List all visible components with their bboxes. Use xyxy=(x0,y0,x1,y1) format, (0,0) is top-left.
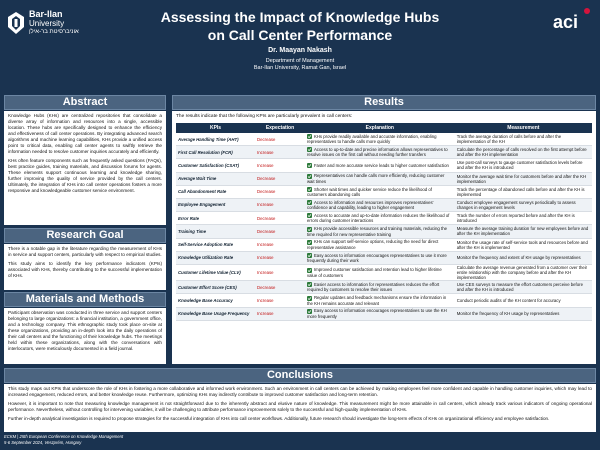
kpi-table-row xyxy=(176,307,592,320)
logo-name2: University xyxy=(29,18,65,28)
kpi-table-row xyxy=(176,159,592,172)
kpi-name-cell: Self-Service Adoption Rate xyxy=(176,238,255,251)
kpi-name-cell: Customer Satisfaction (CSAT) xyxy=(176,159,255,172)
kpi-table-row xyxy=(176,172,592,185)
research-goal-paragraph-1: There is a notable gap in the literature regarding the measurement of KHs in service and support centers, particularly with respect to empirical studies. xyxy=(8,246,162,257)
conclusions-paragraph-1: This study maps out KPIs that underscore the role of KHs in fostering a more collaborative and informed work environment. Such an environment in call centers can be achieved by making employees feel more confident and capable in handling customer inquiries, which may lead to increased engagement, reduced errors, and better knowledge reuse. Furthermore, optimizing KHs may indirectly contribute to improved customer satisfaction and long-term retention. xyxy=(8,386,592,397)
title-line2: on Call Center Performance xyxy=(207,27,393,43)
explanation-cell xyxy=(305,172,455,185)
aci-wordmark: aci xyxy=(553,12,579,32)
explanation-cell xyxy=(305,238,455,251)
explanation-cell xyxy=(305,185,455,198)
kpi-name-cell: Knowledge Base Accuracy xyxy=(176,294,255,307)
department: Department of Management xyxy=(265,58,335,64)
measurement-cell: Monitor the usage rate of self-service tools and resources before and after the KH is implemented xyxy=(455,238,592,251)
explanation-cell xyxy=(305,294,455,307)
explanation-text: KHs provide accessible resources and training materials, reducing the time required for new representative training xyxy=(306,226,447,237)
kpi-table-row xyxy=(176,225,592,238)
university-logo xyxy=(6,8,98,38)
expectation-cell: Increase xyxy=(255,294,305,307)
poster-header xyxy=(0,0,600,92)
expectation-cell: Decrease xyxy=(255,133,305,146)
col-header-measurement: Measurement xyxy=(455,123,592,133)
aci-dot-icon xyxy=(584,8,590,14)
aci-logo xyxy=(552,6,592,32)
expectation-cell: Decrease xyxy=(255,281,305,294)
expectation-cell: Decrease xyxy=(255,212,305,225)
col-header-expectation: Expectation xyxy=(255,123,305,133)
expectation-cell: Decrease xyxy=(255,225,305,238)
measurement-cell: Calculate the percentage of calls resolved on the first attempt before and after the KH implementation xyxy=(455,146,592,159)
footer-line2: 5-6 September 2024, Veszprém, Hungary xyxy=(4,439,82,445)
explanation-text: Shorter wait times and quicker service reduce the likelihood of customers abandoning calls xyxy=(306,186,432,197)
kpi-table-row xyxy=(176,238,592,251)
measurement-cell: Calculate the average revenue generated from a customer over their entire relationship with the company before and after the KH implementation xyxy=(455,264,592,280)
measurement-cell: Conduct employee engagement surveys periodically to assess changes in engagement levels xyxy=(455,198,592,211)
check-bullet-icon xyxy=(307,163,312,168)
conclusions-paragraph-3: Further in-depth analytical investigation is required to propose strategies for the successful integration of KHs into call center workflows. Additionally, future research should investigate the long-term effects of KHs on organizational efficiency and employee satisfaction. xyxy=(8,416,550,421)
expectation-cell: Increase xyxy=(255,238,305,251)
kpi-name-cell: First Call Resolution (FCR) xyxy=(176,146,255,159)
kpi-name-cell: Customer Lifetime Value (CLV) xyxy=(176,264,255,280)
explanation-cell xyxy=(305,133,455,146)
explanation-text: Regular updates and feedback mechanisms ensure the information in the KH remains accurate and relevant xyxy=(306,295,447,306)
explanation-cell xyxy=(305,146,455,159)
measurement-cell: Track the number of errors reported before and after the KH is introduced xyxy=(455,212,592,225)
col-header-explanation: Explanation xyxy=(305,123,455,133)
abstract-paragraph-1: Knowledge Hubs (KHs) are centralized repositories that consolidate a diverse array of information and resources into a single, accessible location. These hubs are specifically designed to enhance the efficiency and effectiveness of call center operations. By integrating advanced search algorithms and machine learning capabilities, KHs provide a unified access point to critical data, enabling call center agents to swiftly retrieve the information needed to resolve customer inquiries accurately and efficiently. xyxy=(8,113,162,154)
measurement-cell: Monitor the frequency of KH usage by representatives xyxy=(455,307,592,320)
logo-name: Bar-Ilan xyxy=(29,8,63,19)
explanation-cell xyxy=(305,225,455,238)
results-panel xyxy=(172,111,596,364)
kpi-table xyxy=(176,123,592,321)
expectation-cell: Decrease xyxy=(255,185,305,198)
kpi-table-row xyxy=(176,212,592,225)
explanation-cell xyxy=(305,251,455,264)
kpi-name-cell: Customer Effort Score (CES) xyxy=(176,281,255,294)
kpi-name-cell: Training Time xyxy=(176,225,255,238)
explanation-text: KHs provide readily available and accurate information, enabling representatives to handle calls more quickly xyxy=(306,133,437,145)
title-line1: Assessing the Impact of Knowledge Hubs xyxy=(160,9,440,25)
explanation-text: KHs can support self-service options, reducing the need for direct representative assistance xyxy=(306,239,439,250)
explanation-text: Faster and more accurate service leads to higher customer satisfaction xyxy=(313,162,449,168)
measurement-cell: Track the average duration of calls before and after the implementation of the KH xyxy=(455,133,592,146)
affiliation xyxy=(140,58,460,72)
abstract-panel xyxy=(4,111,166,225)
expectation-cell: Increase xyxy=(255,251,305,264)
kpi-name-cell: Error Rate xyxy=(176,212,255,225)
conclusions-panel xyxy=(4,384,596,432)
kpi-table-row xyxy=(176,146,592,159)
col-header-kpis: KPIs xyxy=(176,123,255,133)
kpi-table-row xyxy=(176,133,592,146)
methods-panel xyxy=(4,308,166,364)
conference-footer xyxy=(4,434,123,445)
measurement-cell: Track the percentage of abandoned calls before and after the KH is implemented xyxy=(455,185,592,198)
research-goal-heading: Research Goal xyxy=(4,228,166,243)
explanation-cell xyxy=(305,307,455,320)
measurement-cell: Use CES surveys to measure the effort customers perceive before and after the KH is introduced xyxy=(455,281,592,294)
explanation-text: Access to information and resources improves representatives' confidence and capability, leading to higher engagement xyxy=(306,199,434,211)
kpi-name-cell: Knowledge Base Usage Frequency xyxy=(176,307,255,320)
explanation-cell xyxy=(305,281,455,294)
measurement-cell: Monitor the frequency and extent of KH usage by representatives xyxy=(455,251,592,264)
kpi-table-row xyxy=(176,198,592,211)
kpi-name-cell: Call Abandonment Rate xyxy=(176,185,255,198)
results-intro: The results indicate that the following KPIs are particularly prevalent in call centers: xyxy=(176,114,353,119)
methods-heading: Materials and Methods xyxy=(4,292,166,307)
methods-paragraph-1: Participant observation was conducted in three service and support centers belonging to large organizations: a financial institution, a government office, and a technology company. This ethnographic study took place on-site at these organizations, providing an in-depth look into the daily operations of their call centers and the functioning of their knowledge hubs. The meetings held within these organizations, along with the conversations with interlocutors, were meticulously documented in a field journal. xyxy=(8,310,162,351)
expectation-cell: Decrease xyxy=(255,172,305,185)
kpi-name-cell: Employee Engagement xyxy=(176,198,255,211)
kpi-table-row xyxy=(176,281,592,294)
conclusions-heading: Conclusions xyxy=(4,368,596,383)
kpi-table-body xyxy=(176,133,592,320)
expectation-cell: Increase xyxy=(255,307,305,320)
expectation-cell: Increase xyxy=(255,198,305,211)
explanation-cell xyxy=(305,264,455,280)
kpi-table-row xyxy=(176,185,592,198)
institution: Bar-Ilan University, Ramat Gan, Israel xyxy=(253,65,347,71)
expectation-cell: Increase xyxy=(255,159,305,172)
logo-hebrew: אוניברסיטת בר-אילן xyxy=(29,28,79,35)
explanation-text: Easy access to information encourages representatives to use it more frequently during their work xyxy=(306,252,447,263)
explanation-text: Access to accurate and up-to-date information reduces the likelihood of errors during customer interactions xyxy=(306,212,450,224)
explanation-cell xyxy=(305,212,455,225)
abstract-heading: Abstract xyxy=(4,95,166,110)
kpi-table-header-row xyxy=(176,123,592,133)
kpi-name-cell: Knowledge Utilization Rate xyxy=(176,251,255,264)
expectation-cell: Increase xyxy=(255,146,305,159)
measurement-cell: Monitor the average wait time for customers before and after the KH implementation xyxy=(455,172,592,185)
research-goal-paragraph-2: This study aims to identify the key performance indicators (KPIs) associated with KHs, thereby contributing to the successful implementation of KHs. xyxy=(8,261,162,278)
explanation-cell xyxy=(305,159,455,172)
explanation-text: Easy access to information encourages representatives to use the KH more frequently xyxy=(306,308,447,319)
results-heading: Results xyxy=(172,95,596,110)
kpi-name-cell: Average Handling Time (AHT) xyxy=(176,133,255,146)
kpi-name-cell: Average Wait Time xyxy=(176,172,255,185)
footer-line1: ECKM | 25th European Conference on Knowledge Management xyxy=(4,434,124,439)
kpi-table-row xyxy=(176,251,592,264)
kpi-table-row xyxy=(176,264,592,280)
abstract-paragraph-2: KHs often feature components such as frequently asked questions (FAQs), best practice guides, training materials, and discussion forums for agents. These elements support continuous learning and knowledge sharing, further improving the quality of service provided by the call centers. Ultimately, the integration of KHs into call center operations fosters a more responsive and knowledgeable customer service environment. xyxy=(8,158,162,193)
explanation-cell xyxy=(305,198,455,211)
author-name: Dr. Maayan Nakash xyxy=(268,47,332,54)
conclusions-paragraph-2: However, it is important to note that measuring knowledge management is not straightforward due to the inherently abstract and elusive nature of knowledge. This measurement might be more attainable in call centers, which already track various indicators of ongoing operational performance. Nevertheless, without controlling for intervening variables, it will be challenging to attribute performance improvements solely to the successful and high-quality implementation of KHs. xyxy=(8,401,592,412)
university-emblem-icon xyxy=(6,11,26,35)
research-goal-panel xyxy=(4,244,166,290)
explanation-text: Access to up-to-date and precise information allows representatives to resolve issues on the first call without needing further transfers xyxy=(306,147,448,158)
measurement-cell: Conduct periodic audits of the KH content for accuracy xyxy=(455,294,592,307)
kpi-table-row xyxy=(176,294,592,307)
expectation-cell: Increase xyxy=(255,264,305,280)
measurement-cell: Measure the average training duration for new employees before and after the KH implementation xyxy=(455,225,592,238)
explanation-text: Easier access to information for representatives reduces the effort required by customers to resolve their issues xyxy=(306,282,440,293)
explanation-text: Representatives can handle calls more efficiently, reducing customer wait times xyxy=(306,173,445,184)
poster-title xyxy=(140,8,460,44)
explanation-text: Improved customer satisfaction and retention lead to higher lifetime value of customers xyxy=(306,267,442,278)
measurement-cell: Use post-call surveys to gauge customer satisfaction levels before and after the KH is introduced xyxy=(455,159,592,172)
